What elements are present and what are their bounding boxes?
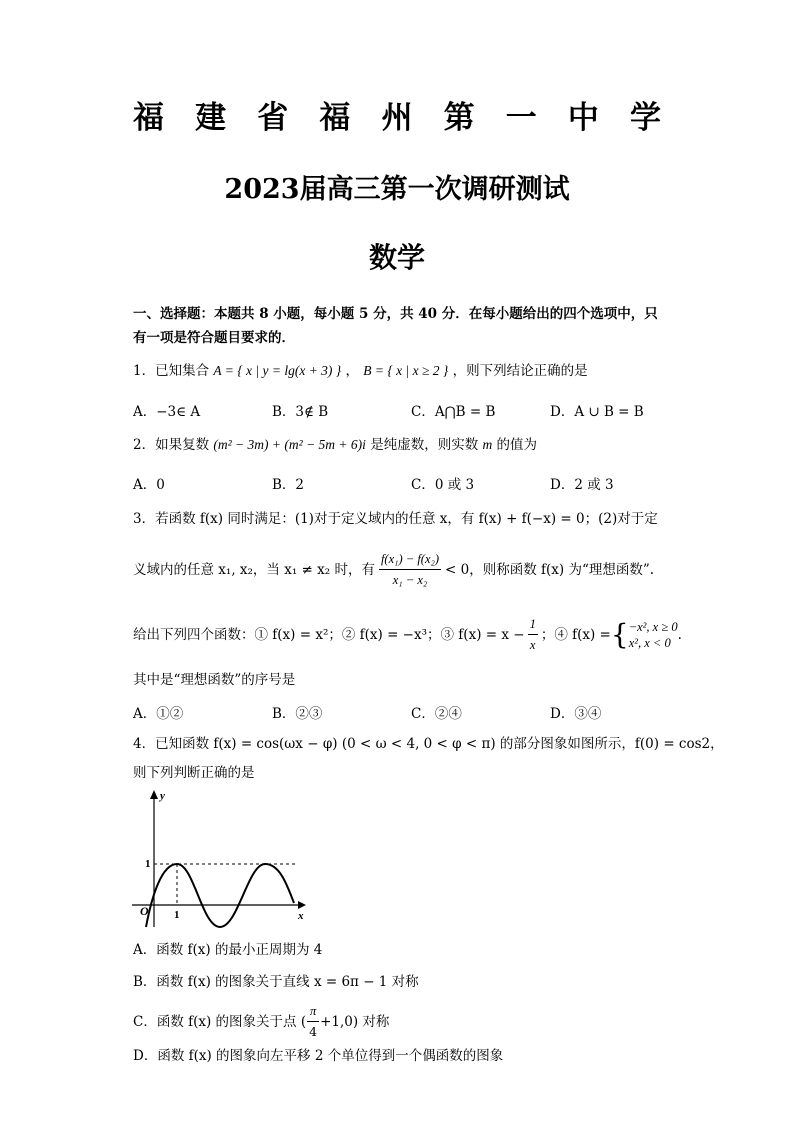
q3-text: ；④ f(x) = [540,626,611,643]
q3-fraction [379,549,441,590]
q3-line3 [133,614,682,655]
q3-text: < 0，则称函数 f(x) 为“理想函数”. [445,561,655,578]
school-char: 建 [195,100,227,136]
q1-option-c: C．A⋂B = B [411,404,496,420]
q1-set-a: A = { x | y = lg(x + 3) } [213,363,342,378]
school-char: 学 [630,100,661,136]
school-char: 省 [257,100,289,136]
q1-option-b: B．3∉ B [272,404,329,420]
q3-text: . [677,626,682,643]
q2-stem [133,435,537,455]
q4-option-b: B．函数 f(x) 的图象关于直线 x = 6π − 1 对称 [133,974,419,990]
q3-frac-num: 1 [528,614,538,635]
q1-sep: ， [345,363,359,379]
q2-option-b: B．2 [272,477,305,493]
q2-option-d: D．2 或 3 [550,477,614,493]
q3-option-d: D．③④ [550,706,602,722]
q3-cases [629,619,678,651]
school-char: 福 [133,100,164,136]
school-char: 一 [505,100,537,136]
q2-var: m [482,437,493,452]
q4-option-d: D．函数 f(x) 的图象向左平移 2 个单位得到一个偶函数的图象 [133,1048,504,1064]
q1-stem [133,361,588,381]
school-char: 州 [381,100,413,136]
q4-line1: 4．已知函数 f(x) = cos(ωx − φ) (0 < ω < 4, 0 < φ < π) 的部分图象如图所示，f(0) = cos2， [133,736,724,752]
origin-label: O [140,904,149,918]
q1-option-d: D．A ∪ B = B [550,404,644,420]
q4-optc-fraction [307,1001,319,1042]
q3-case: −x², x ≥ 0 [628,619,678,634]
q2-text: 2．如果复数 [133,437,210,453]
y-tick-1: 1 [145,858,151,870]
school-name [133,92,661,137]
cos-curve [146,864,294,927]
school-char: 第 [443,100,475,136]
q3-frac-num: f(x₁) − f(x₂) [379,549,441,570]
q4-frac-num: π [307,1001,319,1022]
q1-text: ，则下列结论正确的是 [452,363,588,379]
x-axis-arrow [298,901,306,909]
q3-text: 义域内的任意 x₁, x₂，当 x₁ ≠ x₂ 时，有 [133,561,375,578]
q3-text: 给出下列四个函数：① f(x) = x²；② f(x) = −x³；③ f(x) = x − [133,626,525,643]
q4-optc-text: +1,0) 对称 [320,1013,390,1030]
q2-option-c: C．0 或 3 [411,477,475,493]
q4-line2: 则下列判断正确的是 [133,765,255,781]
q3-line4: 其中是“理想函数”的序号是 [133,672,296,688]
q4-optc-text: C．函数 f(x) 的图象关于点 ( [133,1013,307,1030]
y-axis-arrow [150,790,158,799]
q3-brace: { [610,617,629,651]
q2-text: 的值为 [496,437,538,453]
y-axis-label: y [160,790,165,802]
q3-fraction-2 [528,614,538,655]
q2-option-a: A．0 [133,477,165,493]
section-intro: 一、选择题：本题共 8 小题，每小题 5 分，共 40 分．在每小题给出的四个选项中，只有一项是符合题目要求的． [133,306,658,346]
x-axis-label: x [298,910,304,922]
q4-graph [132,785,312,930]
exam-title: 2023届高三第一次调研测试 [224,174,570,205]
x-tick-1: 1 [174,909,180,921]
q1-set-b: B = { x | x ≥ 2 } [363,363,449,378]
q2-expr: (m² − 3m) + (m² − 5m + 6)i [213,437,366,452]
subject-title: 数学 [368,241,425,274]
q3-option-c: C．②④ [411,706,462,722]
q3-frac-den: x₁ − x₂ [392,573,428,587]
school-char: 福 [319,100,351,136]
school-char: 中 [567,100,599,136]
q4-option-a: A．函数 f(x) 的最小正周期为 4 [133,942,323,958]
q3-frac-den: x [529,638,536,652]
q3-line1: 3．若函数 f(x) 同时满足：(1)对于定义域内的任意 x，有 f(x) + f(−x) = 0；(2)对于定 [133,511,658,527]
q2-text: 是纯虚数，则实数 [370,437,479,453]
q4-frac-den: 4 [309,1024,318,1039]
q3-case: x², x < 0 [628,635,671,650]
q4-option-c [133,1001,389,1042]
q3-line2 [133,549,654,590]
q1-text: 1．已知集合 [133,363,210,379]
q3-option-a: A．①② [133,706,184,722]
q1-option-a: A．−3∈ A [133,404,201,420]
q3-option-b: B．②③ [272,706,323,722]
